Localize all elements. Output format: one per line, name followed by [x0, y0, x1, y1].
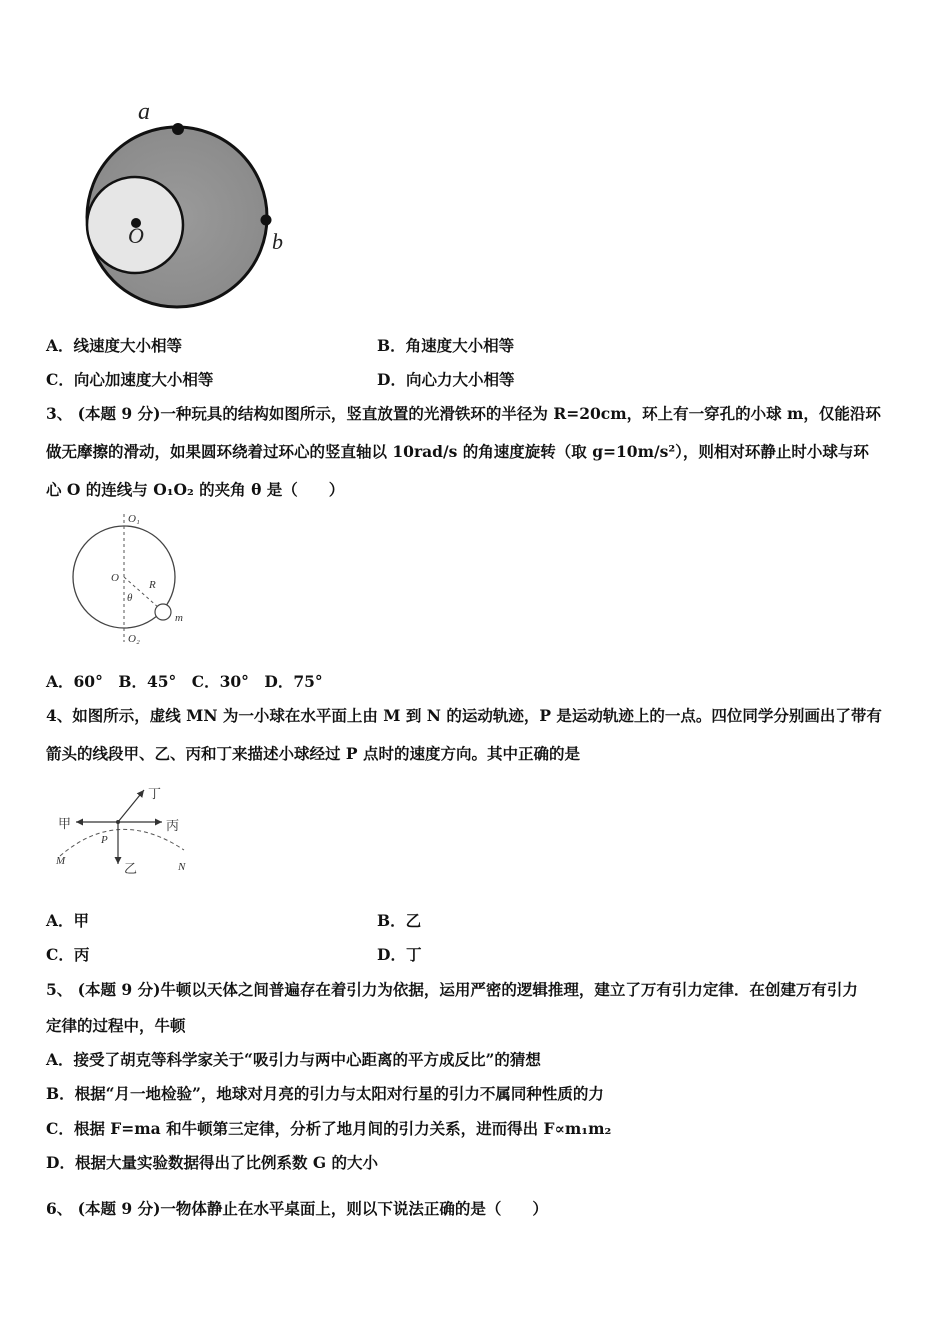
q4-option-b: B．乙 [377, 911, 422, 930]
figure-trajectory [52, 778, 202, 878]
q5-option-a: A．接受了胡克等科学家关于“吸引力与两中心距离的平方成反比”的猜想 [46, 1050, 541, 1069]
q6-text-line1: 6、 (本题 9 分)一物体静止在水平桌面上，则以下说法正确的是（ ） [46, 1199, 548, 1218]
figure-disc [80, 95, 310, 315]
point-a [172, 123, 184, 135]
label-o2: O₂ [128, 633, 140, 645]
point-b [261, 215, 272, 226]
q3-options: A．60° B．45° C．30° D．75° [46, 672, 323, 691]
q2-option-d: D．向心力大小相等 [377, 370, 515, 389]
label-r: R [149, 579, 156, 591]
label-o1: O₁ [128, 513, 140, 525]
label-o: O [111, 572, 119, 584]
label-p: P [101, 834, 108, 846]
figure-ring [62, 508, 202, 648]
point-p [116, 820, 120, 824]
ball-m [155, 604, 171, 620]
q5-option-c: C．根据 F=ma 和牛顿第三定律，分析了地月间的引力关系，进而得出 F∝m₁m₂ [46, 1119, 612, 1138]
label-m: m [175, 612, 183, 624]
q3-text-line3: 心 O 的连线与 O₁O₂ 的夹角 θ 是（ ） [46, 480, 345, 499]
q2-option-c: C．向心加速度大小相等 [46, 370, 214, 389]
label-o: O [128, 223, 144, 248]
q4-option-d: D．丁 [377, 945, 422, 964]
q2-option-b: B．角速度大小相等 [377, 336, 515, 355]
q3-text-line1: 3、 (本题 9 分)一种玩具的结构如图所示，竖直放置的光滑铁环的半径为 R=20cm，环上有一穿孔的小球 m，仅能沿环 [46, 404, 881, 423]
label-b: b [272, 229, 283, 254]
label-theta: θ [127, 592, 133, 604]
q5-option-d: D．根据大量实验数据得出了比例系数 G 的大小 [46, 1153, 378, 1172]
label-bing: 丙 [166, 819, 180, 834]
label-jia: 甲 [58, 817, 72, 832]
q5-text-line1: 5、 (本题 9 分)牛顿以天体之间普遍存在着引力为依据，运用严密的逻辑推理，建立了万有引力定律．在创建万有引力 [46, 980, 858, 999]
label-n: N [178, 861, 186, 873]
label-a: a [138, 99, 150, 125]
q5-text-line2: 定律的过程中，牛顿 [46, 1016, 186, 1035]
q4-text-line1: 4、如图所示，虚线 MN 为一小球在水平面上由 M 到 N 的运动轨迹，P 是运动轨迹上的一点。四位同学分别画出了带有 [46, 706, 882, 725]
q4-text-line2: 箭头的线段甲、乙、丙和丁来描述小球经过 P 点时的速度方向。其中正确的是 [46, 744, 580, 763]
label-yi: 乙 [124, 862, 138, 877]
label-ding: 丁 [148, 787, 162, 802]
arrow-ding [118, 790, 144, 822]
q2-option-a: A．线速度大小相等 [46, 336, 183, 355]
q4-option-c: C．丙 [46, 945, 90, 964]
q3-text-line2: 做无摩擦的滑动，如果圆环绕着过环心的竖直轴以 10rad/s 的角速度旋转（取 g=10m/s²），则相对环静止时小球与环 [46, 442, 869, 461]
q5-option-b: B．根据“月一地检验”，地球对月亮的引力与太阳对行星的引力不属同种性质的力 [46, 1084, 604, 1103]
label-m: M [56, 855, 66, 867]
q4-option-a: A．甲 [46, 911, 90, 930]
